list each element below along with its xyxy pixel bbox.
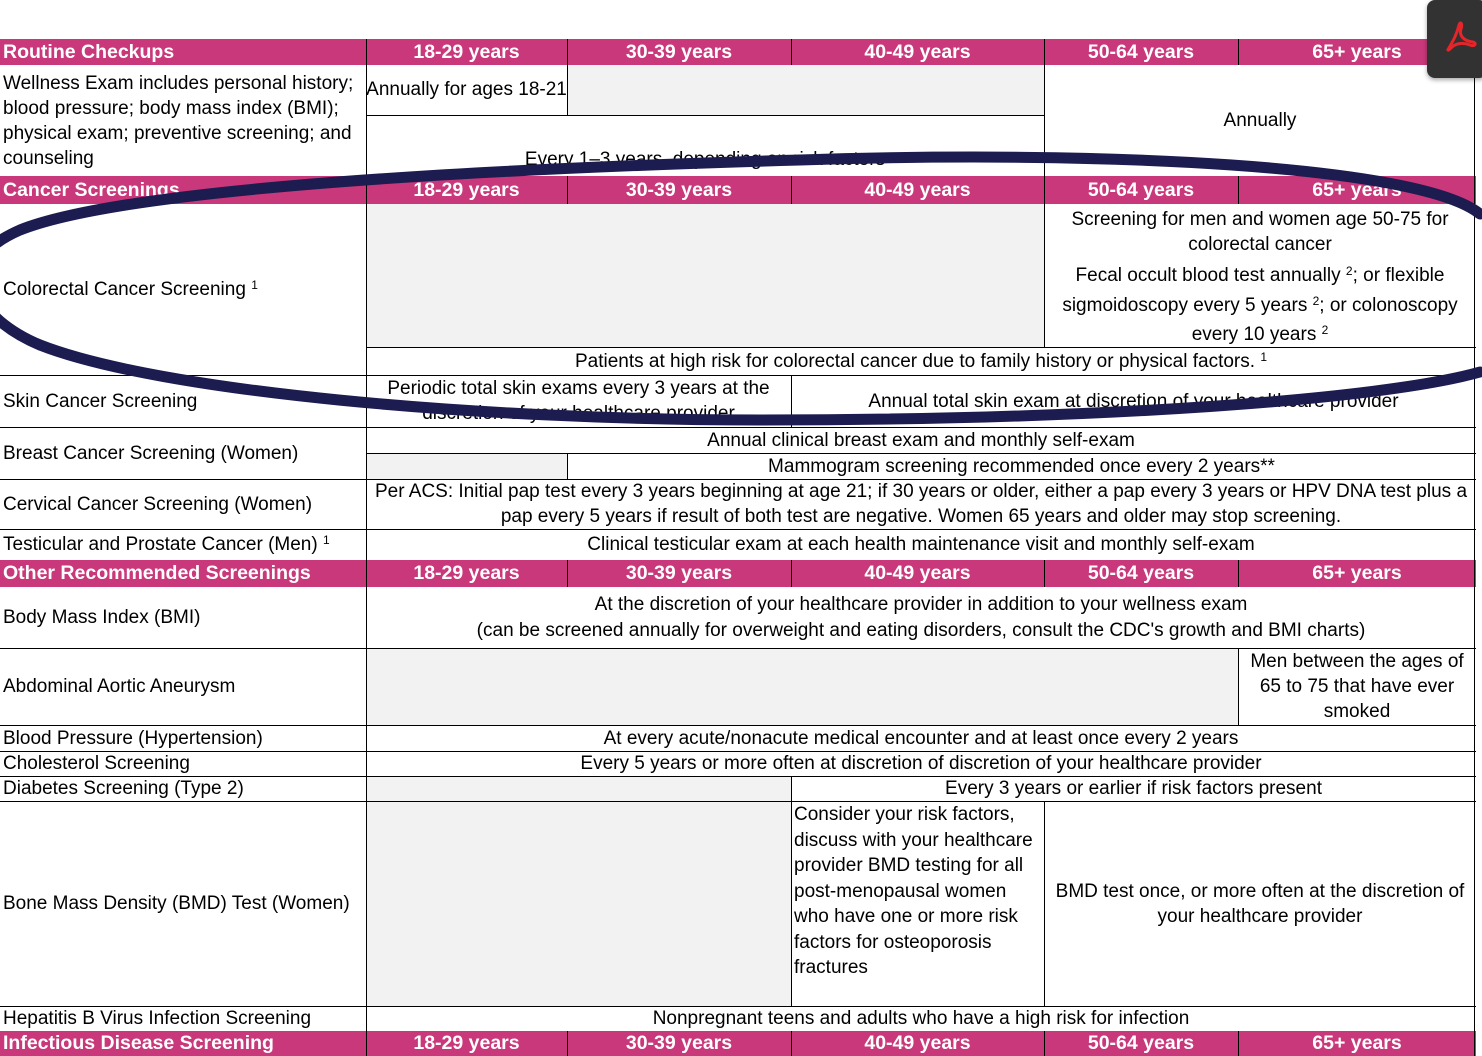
colorectal-label-text: Colorectal Cancer Screening (3, 279, 246, 300)
diabetes-cell: Every 3 years or earlier if risk factors present (945, 778, 1322, 799)
age-header: 40-49 years (791, 176, 1044, 204)
grid-line (1044, 176, 1045, 347)
bp-cell: At every acute/nonacute medical encounter and at least once every 2 years (603, 727, 1239, 749)
grid-line (567, 453, 568, 479)
colorectal-high-risk-cell: Patients at high risk for colorectal cancer due to family history or physical factors. $^1$ (366, 347, 1476, 375)
age-header: 18-29 years (366, 176, 567, 204)
grid-line (366, 39, 367, 1056)
grid-line (1044, 39, 1045, 176)
age-header: 50-64 years (1044, 1031, 1238, 1056)
row-label-testicular: Testicular and Prostate Cancer (Men) $^1$ (0, 529, 366, 560)
hepatitis-b-cell: Nonpregnant teens and adults who have a high risk for infection (652, 1008, 1190, 1029)
grid-line (0, 479, 1476, 480)
grid-line (1238, 39, 1239, 65)
wellness-cell-18-21: Annually for ages 18-21 (366, 79, 567, 100)
preventive-care-table (0, 39, 1476, 1056)
grid-line (0, 1006, 1476, 1007)
empty-cell (366, 801, 791, 1006)
grid-line (567, 65, 568, 115)
row-label-cervical: Cervical Cancer Screening (Women) (3, 493, 313, 515)
grid-line (567, 39, 568, 65)
grid-line (366, 453, 1476, 454)
age-header: 30-39 years (567, 1031, 791, 1056)
empty-cell (366, 648, 1238, 725)
row-label-bp: Blood Pressure (Hypertension) (3, 727, 263, 749)
empty-cell (366, 453, 567, 479)
age-header: 50-64 years (1044, 39, 1238, 65)
section-header-infectious: Infectious Disease Screening (0, 1031, 366, 1056)
grid-line (791, 375, 792, 427)
age-header: 50-64 years (1044, 560, 1238, 587)
breast-mammogram-cell: Mammogram screening recommended once every 2 years** (768, 455, 1275, 477)
colorectal-tests-text: Fecal occult blood test annually $^2$; or flexible sigmoidoscopy every 5 years $^2$; or colonoscopy every 10 years $^2$ (1062, 264, 1458, 345)
grid-line (1238, 560, 1239, 587)
colorectal-screening-cell (1044, 204, 1476, 347)
cholesterol-cell: Every 5 years or more often at discretion of discretion of your healthcare provider (580, 753, 1262, 774)
pdf-tools-button[interactable] (1427, 0, 1482, 78)
age-header: 65+ years (1238, 1031, 1476, 1056)
breast-clinical-cell: Annual clinical breast exam and monthly self-exam (707, 429, 1135, 451)
grid-line (791, 560, 792, 587)
grid-line (567, 560, 568, 587)
empty-cell (366, 776, 791, 801)
grid-line (791, 176, 792, 204)
row-label-wellness: Wellness Exam includes personal history; blood pressure; body mass index (BMI); physical exam; preventive screening; and counseling (3, 72, 354, 169)
grid-line (567, 176, 568, 204)
bmi-cell (366, 587, 1476, 648)
age-header: 65+ years (1238, 176, 1476, 204)
skin-young-cell: Periodic total skin exams every 3 years at the discretion of your healthcare provider (387, 378, 770, 424)
age-header: 40-49 years (791, 1031, 1044, 1056)
grid-line (1238, 648, 1239, 725)
testicular-cell: Clinical testicular exam at each health maintenance visit and monthly self-exam (587, 534, 1255, 555)
age-header: 65+ years (1238, 39, 1476, 65)
acrobat-pdf-icon (1445, 21, 1477, 53)
row-label-aaa: Abdominal Aortic Aneurysm (3, 676, 236, 697)
age-header: 18-29 years (366, 560, 567, 587)
grid-line (1044, 1031, 1045, 1056)
grid-line (0, 427, 1476, 428)
age-header: 40-49 years (791, 39, 1044, 65)
section-header-other: Other Recommended Screenings (0, 560, 366, 587)
grid-line (1474, 39, 1475, 1056)
age-header: 30-39 years (567, 39, 791, 65)
age-header: 18-29 years (366, 39, 567, 65)
row-label-bmi: Body Mass Index (BMI) (3, 607, 201, 628)
row-label-breast: Breast Cancer Screening (Women) (3, 442, 299, 464)
row-label-skin: Skin Cancer Screening (3, 390, 198, 412)
grid-line (0, 751, 1476, 752)
grid-line (0, 529, 1476, 530)
cervical-cell: Per ACS: Initial pap test every 3 years beginning at age 21; if 30 years or older, either a pap every 3 years or HPV DNA test plus a pap every 5 years if result of both test are negative. Women 65 years and older may stop screening. (374, 481, 1468, 527)
grid-line (0, 776, 1476, 777)
age-header: 18-29 years (366, 1031, 567, 1056)
wellness-cell-every: Every 1–3 years, depending on risk factors (524, 149, 886, 170)
row-label-diabetes: Diabetes Screening (Type 2) (3, 778, 244, 799)
grid-line (0, 648, 1476, 649)
grid-line (366, 115, 1044, 116)
row-label-colorectal (0, 204, 366, 375)
row-label-hepatitis-b: Hepatitis B Virus Infection Screening (3, 1008, 312, 1029)
section-header-cancer: Cancer Screenings (0, 176, 366, 204)
age-header: 65+ years (1238, 560, 1476, 587)
grid-line (1044, 801, 1045, 1006)
bmi-line-2: (can be screened annually for overweight and eating disorders, consult the CDC's growth and BMI charts) (476, 620, 1366, 641)
grid-line (1238, 176, 1239, 204)
grid-line (1044, 560, 1045, 587)
grid-line (1238, 1031, 1239, 1056)
age-header: 50-64 years (1044, 176, 1238, 204)
skin-older-cell: Annual total skin exam at discretion of your healthcare provider (868, 390, 1399, 412)
grid-line (791, 1031, 792, 1056)
empty-cell (366, 204, 1044, 347)
section-header-routine: Routine Checkups (0, 39, 366, 65)
bmd-once-cell: BMD test once, or more often at the discretion of your healthcare provider (1055, 880, 1465, 927)
grid-line (567, 1031, 568, 1056)
footnote-marker: 1 (322, 533, 330, 547)
grid-line (0, 375, 1476, 376)
footnote-marker: 1 (251, 278, 258, 292)
grid-line (0, 725, 1476, 726)
colorectal-age-text: Screening for men and women age 50-75 for colorectal cancer (1071, 209, 1449, 255)
grid-line (791, 776, 792, 1006)
grid-line (366, 347, 1476, 348)
wellness-cell-annually: Annually (1223, 110, 1297, 131)
grid-line (791, 39, 792, 65)
grid-line (0, 801, 1476, 802)
empty-cell (567, 65, 1044, 115)
age-header: 40-49 years (791, 560, 1044, 587)
row-label-bmd: Bone Mass Density (BMD) Test (Women) (3, 893, 350, 914)
age-header: 30-39 years (567, 176, 791, 204)
footnote-marker: 1 (1260, 349, 1268, 364)
bmi-line-1: At the discretion of your healthcare provider in addition to your wellness exam (594, 594, 1248, 615)
age-header: 30-39 years (567, 560, 791, 587)
row-label-cholesterol: Cholesterol Screening (3, 753, 190, 774)
aaa-cell: Men between the ages of 65 to 75 that have ever smoked (1250, 651, 1464, 722)
bmd-consider-cell: Consider your risk factors, discuss with your healthcare provider BMD testing for all post-menopausal women who have one or more risk factors for osteoporosis fractures (794, 804, 1033, 978)
